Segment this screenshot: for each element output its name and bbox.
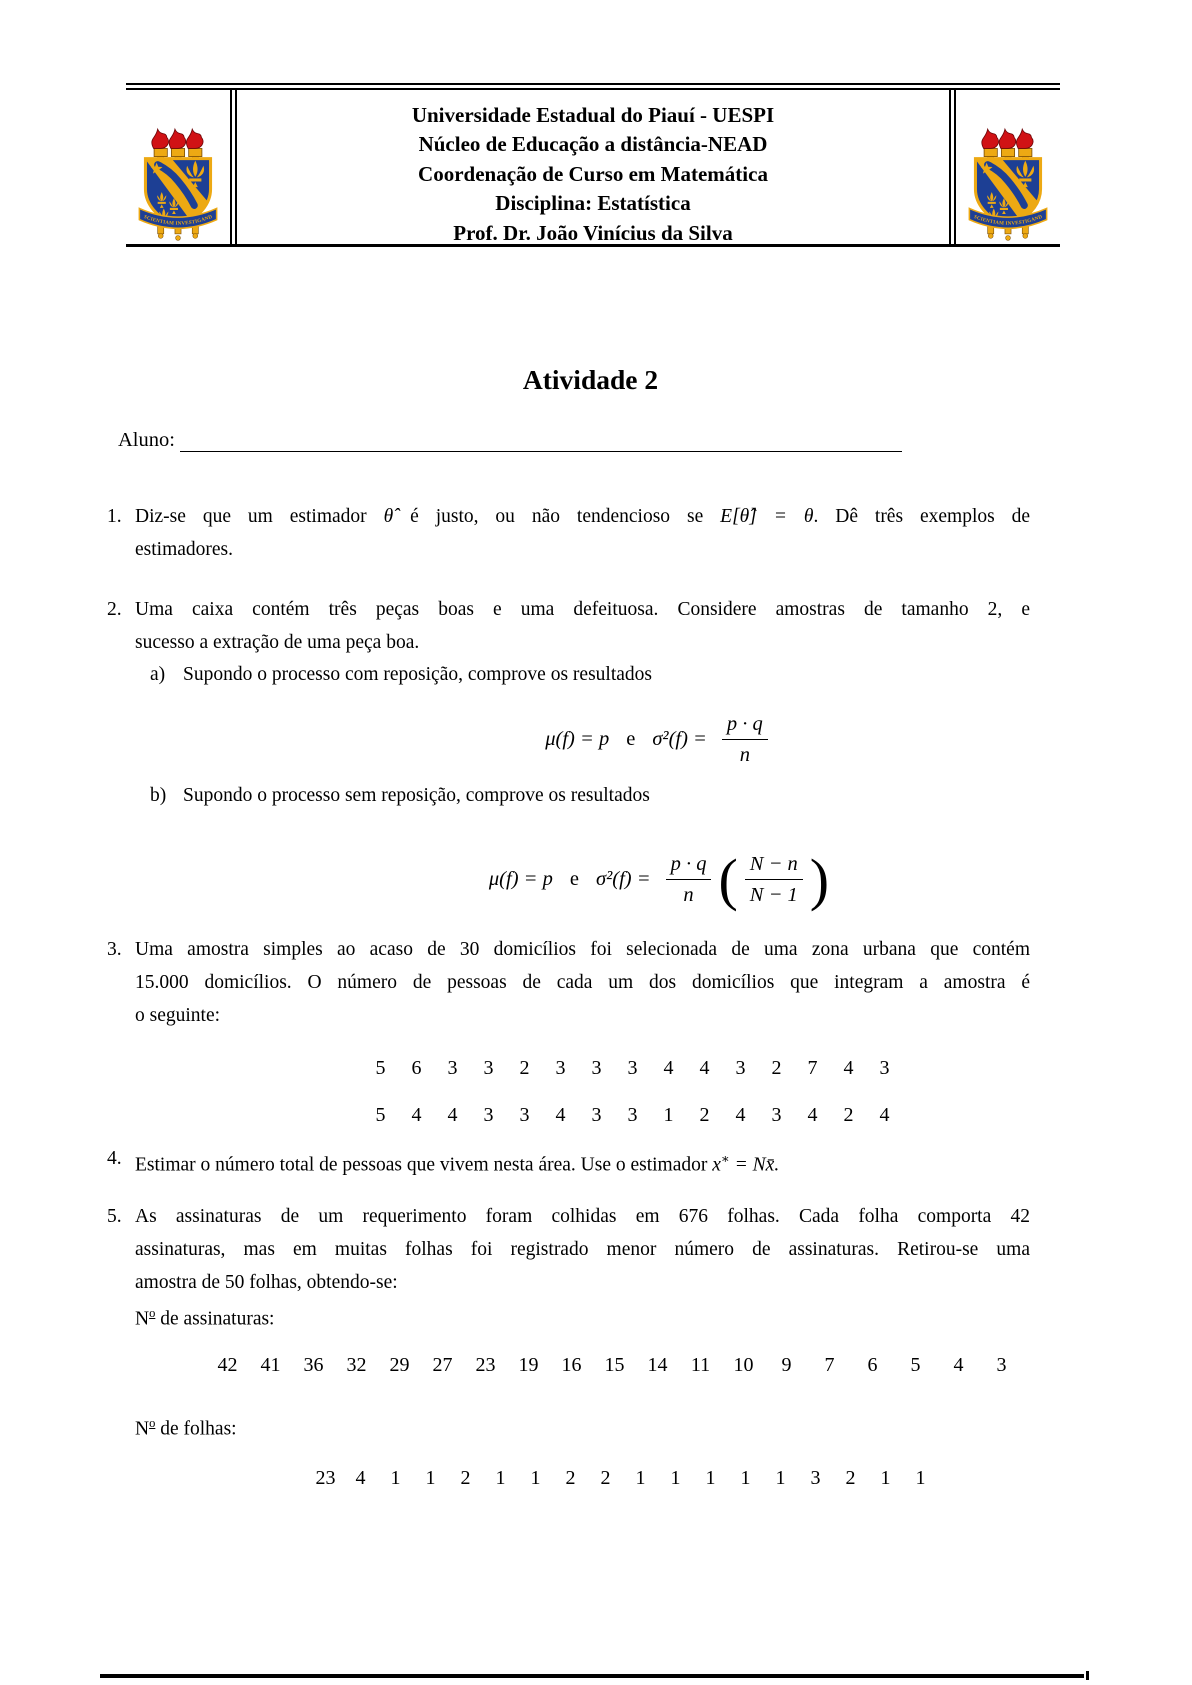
value-cell: 3 (810, 1467, 821, 1489)
question-3 (107, 933, 1030, 1032)
inline-math: x (712, 1154, 721, 1176)
math-sigma-equation: σ²(f) = (595, 867, 651, 890)
value-cell: 1 (740, 1467, 751, 1489)
text-segment: Diz-se que um estimador (135, 506, 367, 527)
text-segment: de folhas: (160, 1418, 237, 1440)
signatures-values-row (214, 1353, 1015, 1377)
value-cell: 6 (411, 1057, 422, 1079)
fraction-denominator: N − 1 (749, 883, 798, 906)
value-cell: 3 (627, 1104, 638, 1126)
value-cell: 3 (996, 1354, 1007, 1376)
fraction-numerator: N − n (745, 852, 803, 880)
value-cell: 2 (565, 1467, 576, 1489)
value-cell: 5 (375, 1104, 386, 1126)
value-cell: 2 (519, 1057, 530, 1079)
question-text-line: amostra de 50 folhas, obtendo-se: (135, 1272, 398, 1293)
value-cell: 1 (705, 1467, 716, 1489)
value-cell: 5 (375, 1057, 386, 1079)
sheets-count-label (135, 1411, 237, 1442)
question-text-line: Uma amostra simples ao acaso de 30 domicílios foi selecionada de uma zona urbana que contém (135, 939, 1030, 960)
question-text-line: sucesso a extração de uma peça boa. (135, 632, 420, 653)
coordination-line: Coordenação de Curso em Matemática (418, 161, 768, 186)
header-divider (230, 90, 237, 244)
question-text-line (135, 500, 1030, 533)
formula-b: μ(f) = p e σ²(f) = $\frac{p \cdot q}{n}$ ( $\frac{N - n}{N - 1}$ ) (488, 847, 830, 912)
value-cell: 16 (561, 1354, 582, 1376)
fraction-numerator: p · q (666, 852, 712, 880)
value-cell: 1 (390, 1467, 401, 1489)
value-cell: 27 (432, 1354, 453, 1376)
text-segment: N (135, 1418, 150, 1440)
question-2 (107, 593, 1030, 659)
household-sizes-row-1 (374, 1056, 891, 1080)
value-cell: 7 (807, 1057, 818, 1079)
page-title: Atividade 2 (522, 364, 659, 395)
value-cell: 4 (663, 1057, 674, 1079)
value-cell: 2 (771, 1057, 782, 1079)
inline-math: = Nx̄. (734, 1154, 780, 1176)
value-cell: 36 (303, 1354, 324, 1376)
value-cell: 4 (735, 1104, 746, 1126)
value-cell: 23 (315, 1467, 336, 1489)
question-number: 4. (107, 1148, 122, 1169)
page-bottom-tick (1086, 1671, 1089, 1680)
value-cell: 4 (953, 1354, 964, 1376)
value-cell: 11 (690, 1354, 711, 1376)
ordinal-indicator: o (149, 1306, 156, 1320)
text-segment: é justo, ou não tendencioso se (410, 506, 704, 527)
question-text-line: As assinaturas de um requerimento foram colhidas em 676 folhas. Cada folha comporta 42 (135, 1206, 1030, 1227)
value-cell: 1 (915, 1467, 926, 1489)
discipline-line: Disciplina: Estatística (495, 191, 691, 216)
signatures-count-label (135, 1301, 274, 1332)
question-text-line: Uma caixa contém três peças boas e uma defeituosa. Considere amostras de tamanho 2, e (135, 599, 1030, 620)
letterhead (126, 83, 1060, 247)
value-cell: 4 (879, 1104, 890, 1126)
value-cell: 3 (771, 1104, 782, 1126)
value-cell: 19 (518, 1354, 539, 1376)
value-cell: 3 (591, 1057, 602, 1079)
value-cell: 9 (781, 1354, 792, 1376)
question-number: 1. (107, 506, 122, 527)
ordinal-indicator: o (149, 1416, 156, 1430)
subitem-b (150, 779, 1030, 812)
value-cell: 32 (346, 1354, 367, 1376)
value-cell: 2 (460, 1467, 471, 1489)
value-cell: 4 (699, 1057, 710, 1079)
value-cell: 3 (735, 1057, 746, 1079)
professor-line: Prof. Dr. João Vinícius da Silva (453, 220, 733, 245)
text-segment: de assinaturas: (160, 1308, 275, 1330)
inline-math: θ̂ (383, 506, 394, 527)
fraction-denominator: n (739, 743, 750, 766)
subitem-label: b) (150, 785, 167, 806)
value-cell: 5 (910, 1354, 921, 1376)
question-text-line (135, 1142, 1030, 1182)
inline-math: E[θ̂] = θ (720, 506, 814, 527)
value-cell: 10 (733, 1354, 754, 1376)
subitem-text: Supondo o processo sem reposição, comprove os resultados (183, 785, 650, 806)
question-number: 5. (107, 1206, 122, 1227)
value-cell: 2 (600, 1467, 611, 1489)
question-text-line: assinaturas, mas em muitas folhas foi registrado menor número de assinaturas. Retirou-se uma (135, 1239, 1030, 1260)
value-cell: 1 (495, 1467, 506, 1489)
value-cell: 1 (670, 1467, 681, 1489)
value-cell: 29 (389, 1354, 410, 1376)
text-segment: Estimar o número total de pessoas que vivem nesta área. Use o estimador (135, 1154, 708, 1176)
value-cell: 3 (555, 1057, 566, 1079)
value-cell: 42 (217, 1354, 238, 1376)
value-cell: 4 (447, 1104, 458, 1126)
value-cell: 4 (355, 1467, 366, 1489)
logo-cell-right (956, 90, 1060, 244)
value-cell: 2 (843, 1104, 854, 1126)
subitem-text: Supondo o processo com reposição, comprove os resultados (183, 664, 652, 685)
page-bottom-rule (100, 1674, 1084, 1678)
math-mu-equation: μ(f) = p (488, 867, 553, 890)
question-number: 2. (107, 599, 122, 620)
uespi-coat-of-arms-icon (137, 122, 219, 242)
text-segment: N (135, 1308, 150, 1330)
student-line (118, 428, 902, 452)
header-divider (949, 90, 956, 244)
value-cell: 41 (260, 1354, 281, 1376)
question-text-line: 15.000 domicílios. O número de pessoas de cada um dos domicílios que integram a amostra é (135, 972, 1030, 993)
question-1 (107, 500, 1030, 566)
fraction (745, 852, 803, 907)
nucleus-line: Núcleo de Educação a distância-NEAD (418, 132, 768, 157)
value-cell: 3 (591, 1104, 602, 1126)
value-cell: 3 (483, 1104, 494, 1126)
value-cell: 1 (880, 1467, 891, 1489)
uespi-coat-of-arms-icon (967, 122, 1049, 242)
sheets-values-row (314, 1466, 932, 1490)
value-cell: 1 (663, 1104, 674, 1126)
conjunction: e (626, 727, 636, 750)
question-number: 3. (107, 939, 122, 960)
value-cell: 2 (845, 1467, 856, 1489)
value-cell: 3 (519, 1104, 530, 1126)
value-cell: 3 (483, 1057, 494, 1079)
student-label: Aluno: (118, 429, 175, 451)
letterhead-text (237, 90, 949, 244)
question-4 (107, 1142, 1030, 1182)
superscript-star: ∗ (720, 1151, 730, 1166)
value-cell: 1 (635, 1467, 646, 1489)
fraction-numerator: p · q (722, 712, 768, 740)
math-sigma-equation: σ²(f) = (652, 727, 707, 750)
value-cell: 3 (879, 1057, 890, 1079)
household-sizes-row-2 (374, 1103, 891, 1127)
fraction (666, 852, 712, 907)
university-name: Universidade Estadual do Piauí - UESPI (411, 103, 775, 127)
value-cell: 15 (604, 1354, 625, 1376)
question-5 (107, 1200, 1030, 1299)
fraction (722, 712, 768, 767)
value-cell: 3 (627, 1057, 638, 1079)
subitem-label: a) (150, 664, 166, 685)
math-mu-equation: μ(f) = p (545, 727, 610, 750)
value-cell: 4 (807, 1104, 818, 1126)
logo-cell-left (126, 90, 230, 244)
value-cell: 4 (555, 1104, 566, 1126)
question-text-line: o seguinte: (135, 1005, 221, 1026)
student-fill-line[interactable] (180, 429, 902, 452)
subitem-a (150, 658, 1030, 691)
value-cell: 6 (867, 1354, 878, 1376)
value-cell: 1 (425, 1467, 436, 1489)
value-cell: 2 (699, 1104, 710, 1126)
value-cell: 4 (411, 1104, 422, 1126)
conjunction: e (569, 867, 579, 890)
value-cell: 1 (775, 1467, 786, 1489)
fraction-denominator: n (683, 883, 694, 906)
value-cell: 4 (843, 1057, 854, 1079)
question-text-line: estimadores. (135, 539, 234, 560)
value-cell: 7 (824, 1354, 835, 1376)
value-cell: 23 (475, 1354, 496, 1376)
text-segment: . Dê três exemplos de (813, 506, 1031, 527)
value-cell: 14 (647, 1354, 668, 1376)
formula-a (212, 708, 1107, 770)
value-cell: 3 (447, 1057, 458, 1079)
value-cell: 1 (530, 1467, 541, 1489)
